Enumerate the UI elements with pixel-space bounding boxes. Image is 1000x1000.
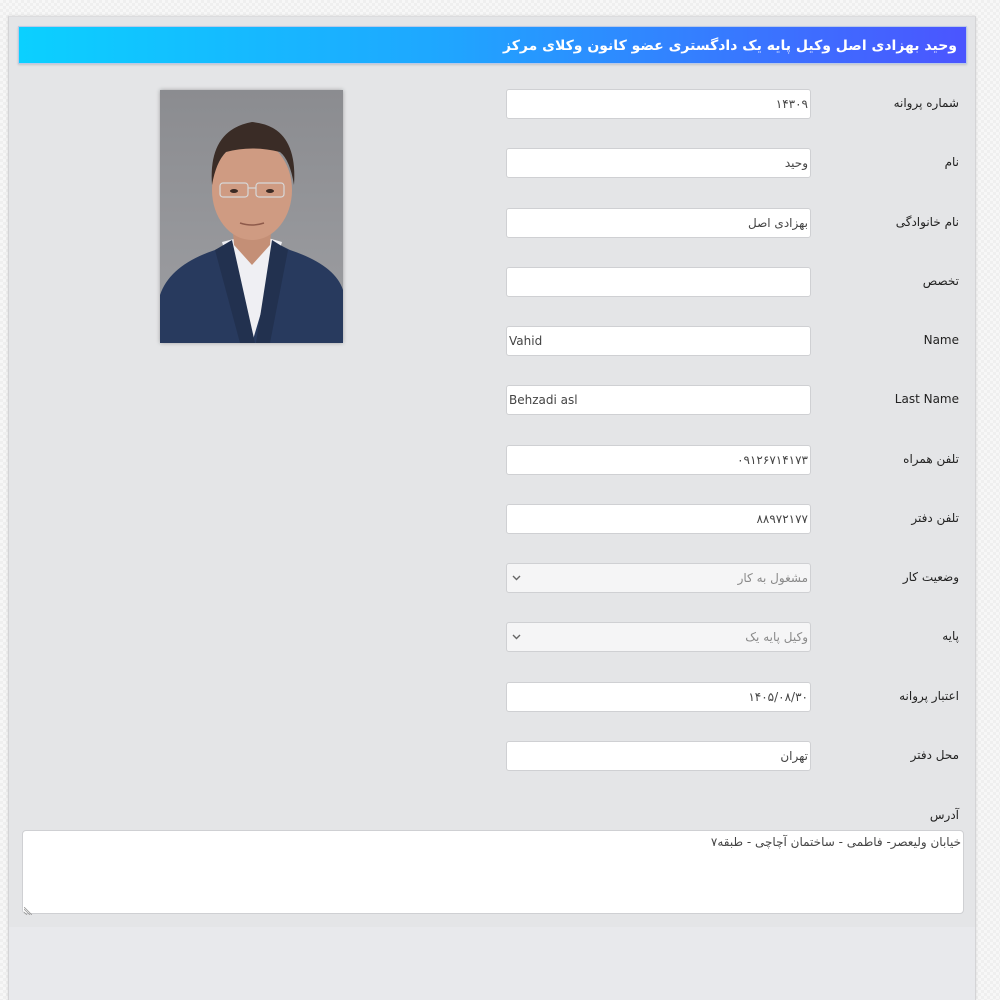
specialty-label: تخصص: [922, 274, 959, 288]
specialty-input[interactable]: [506, 267, 811, 297]
last-name-input[interactable]: بهزادی اصل: [506, 208, 811, 238]
chevron-down-icon: [511, 623, 521, 651]
header-bar: [18, 26, 967, 64]
grade-select[interactable]: [506, 622, 811, 652]
name-en-input[interactable]: Vahid: [506, 326, 811, 356]
work-status-label: وضعیت کار: [902, 570, 959, 584]
mobile-phone-label: تلفن همراه: [903, 452, 959, 466]
page-title: وحید بهزادی اصل وکیل پایه یک دادگستری عضو کانون وکلای مرکز: [503, 38, 957, 54]
grade-value: وکیل پایه یک: [745, 630, 808, 644]
mobile-phone-input[interactable]: ۰۹۱۲۶۷۱۴۱۷۳: [506, 445, 811, 475]
form-area: [9, 17, 975, 927]
license-validity-input[interactable]: ۱۴۰۵/۰۸/۳۰: [506, 682, 811, 712]
last-name-en-label: Last Name: [894, 392, 959, 406]
last-name-en-input[interactable]: Behzadi asl: [506, 385, 811, 415]
work-status-value: مشغول به کار: [737, 571, 808, 585]
person-portrait-icon: [160, 90, 343, 343]
work-status-select[interactable]: [506, 563, 811, 593]
last-name-label: نام خانوادگی: [895, 215, 959, 229]
name-en-label: Name: [923, 333, 959, 347]
license-number-label: شماره پروانه: [893, 96, 959, 110]
grade-label: پایه: [942, 629, 959, 643]
address-value: خیابان ولیعصر- فاطمی - ساختمان آچاچی - طبقه۷: [710, 835, 961, 849]
profile-photo: [160, 90, 343, 343]
office-location-label: محل دفتر: [910, 748, 959, 762]
profile-panel: [8, 16, 976, 1000]
resize-handle-icon[interactable]: [24, 904, 32, 912]
office-location-input[interactable]: تهران: [506, 741, 811, 771]
license-validity-label: اعتبار پروانه: [899, 689, 959, 703]
address-textarea[interactable]: [22, 830, 964, 914]
chevron-down-icon: [511, 564, 521, 592]
license-number-input[interactable]: ۱۴۳۰۹: [506, 89, 811, 119]
address-label: آدرس: [929, 808, 959, 822]
first-name-label: نام: [944, 155, 959, 169]
office-phone-label: تلفن دفتر: [911, 511, 959, 525]
first-name-input[interactable]: وحید: [506, 148, 811, 178]
office-phone-input[interactable]: ۸۸۹۷۲۱۷۷: [506, 504, 811, 534]
